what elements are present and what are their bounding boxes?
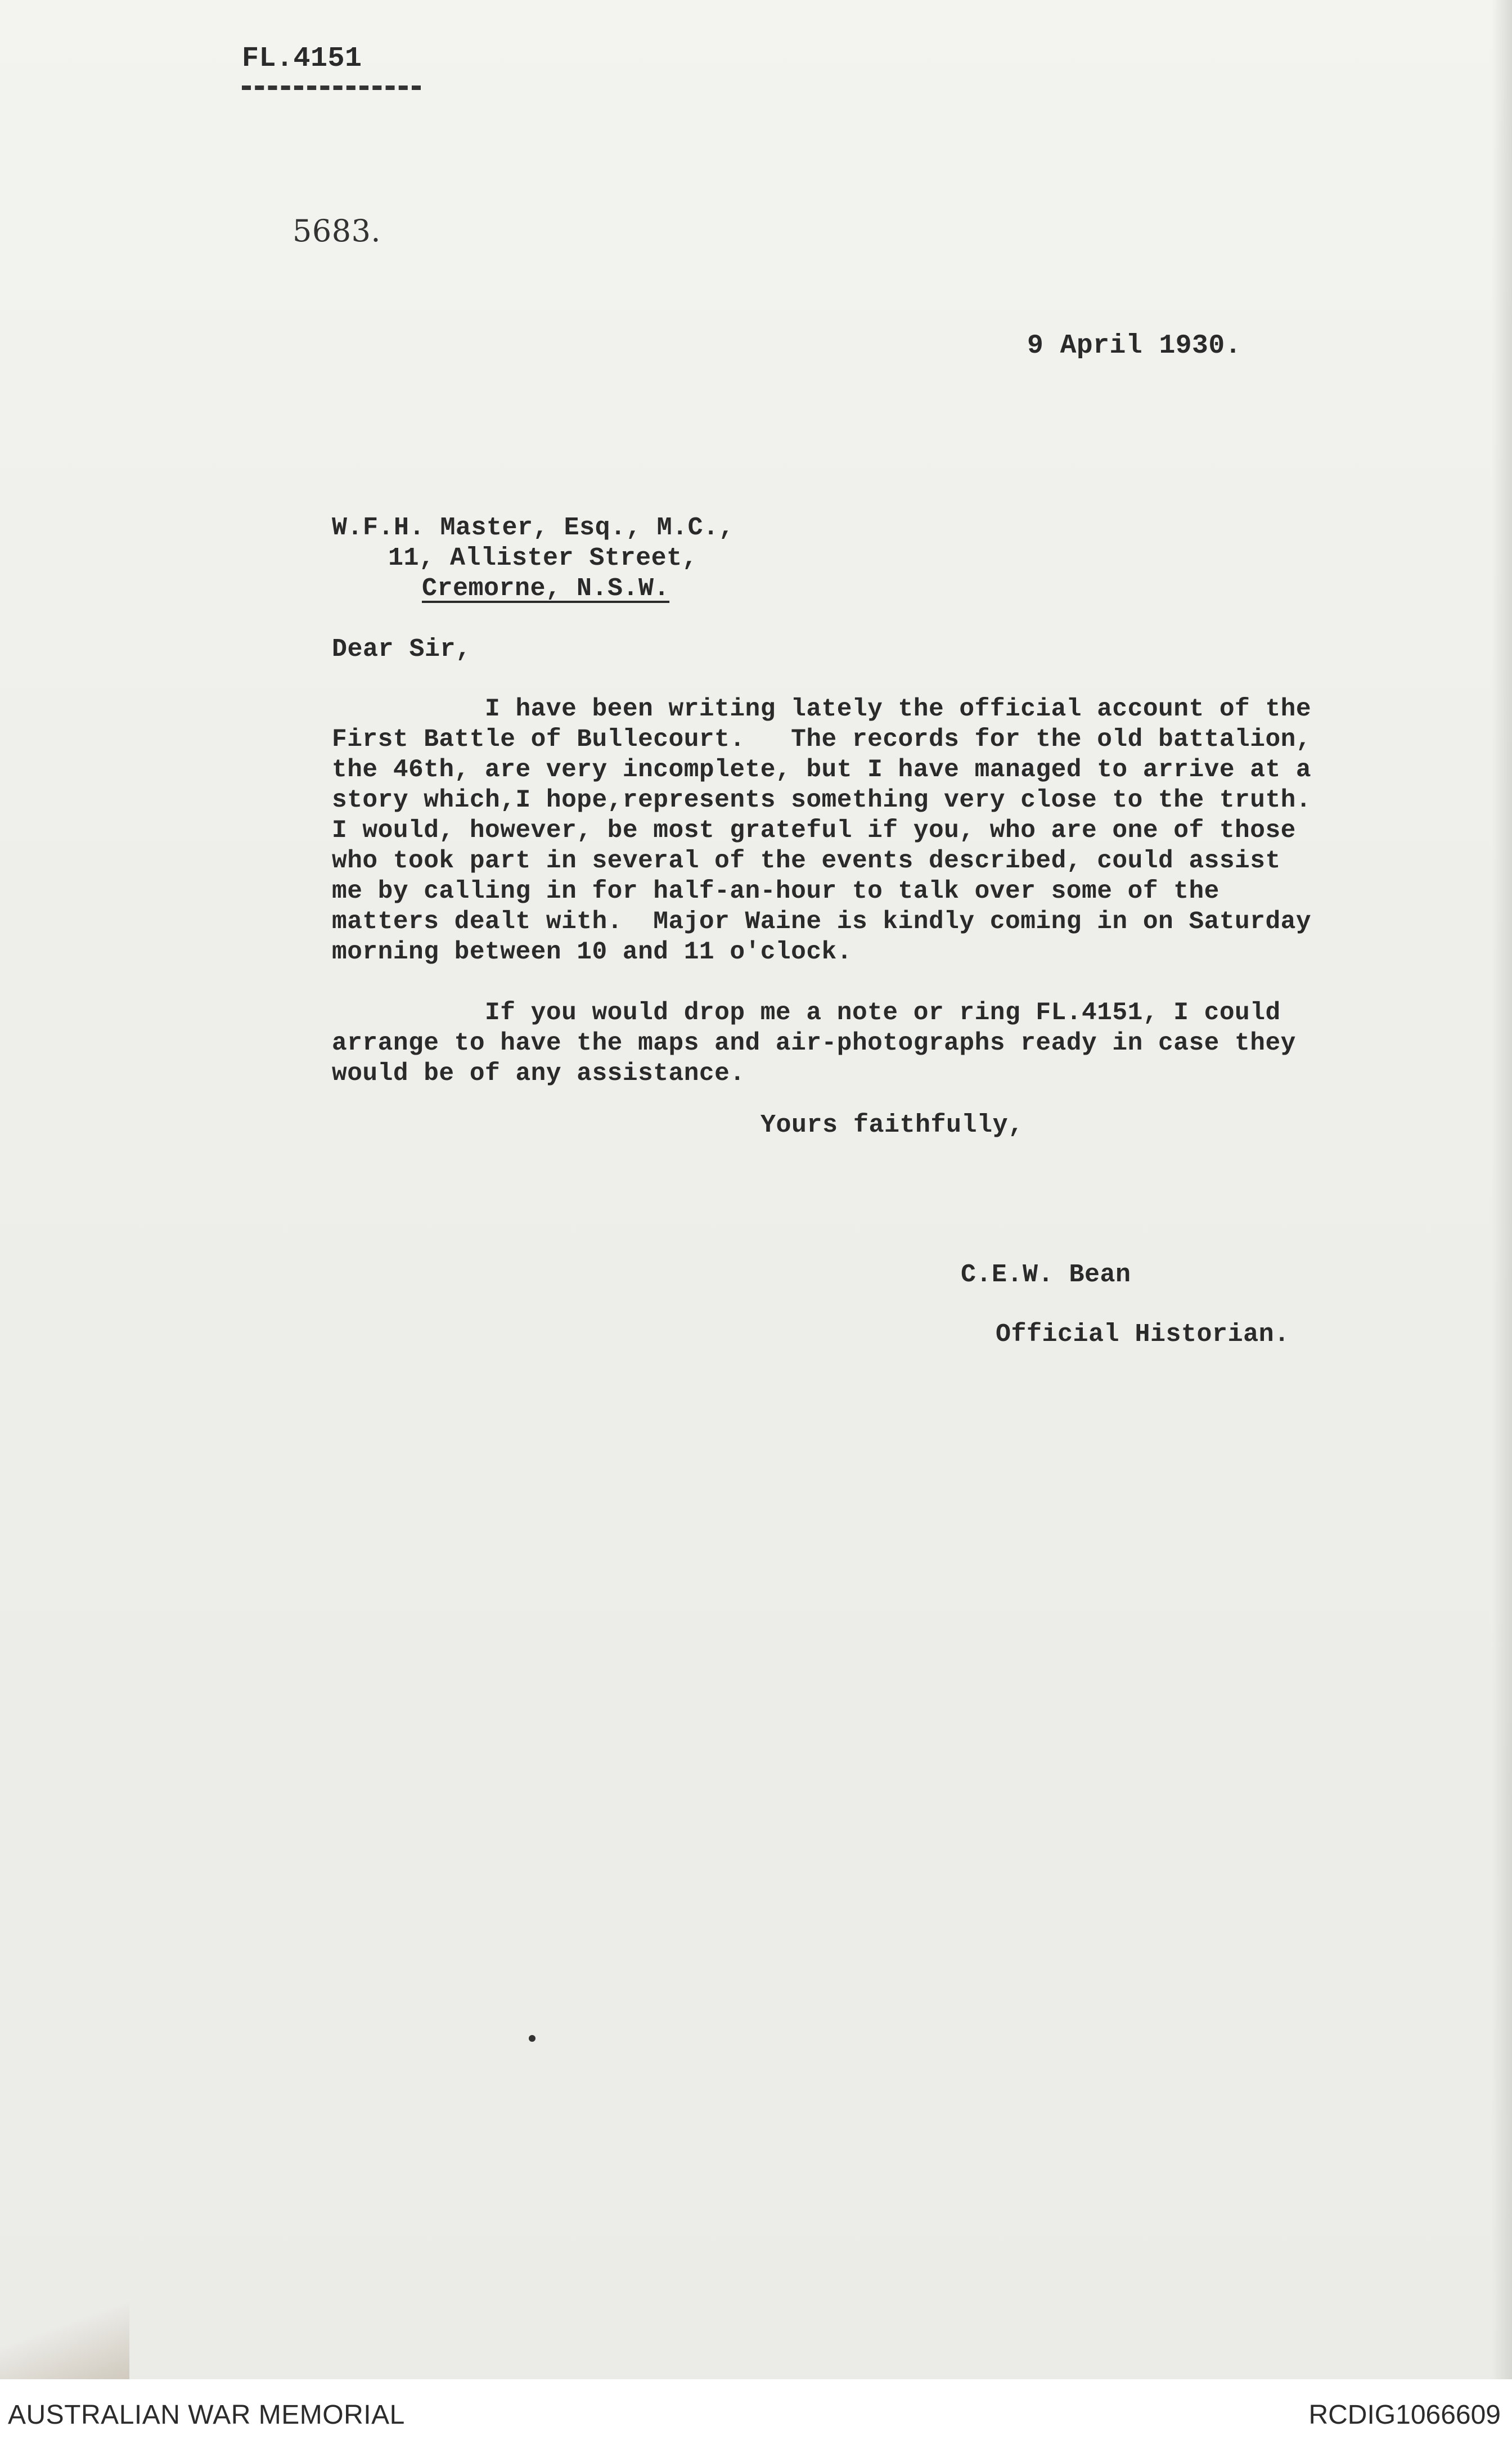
body-line: First Battle of Bullecourt. The records for the old battalion, xyxy=(332,726,1312,754)
body-line: would be of any assistance. xyxy=(332,1060,745,1088)
body-line: the 46th, are very incomplete, but I have managed to arrive at a xyxy=(332,756,1312,784)
recipient-name: W.F.H. Master, Esq., M.C., xyxy=(332,514,735,542)
body-line: arrange to have the maps and air-photographs ready in case they xyxy=(332,1029,1296,1057)
body-line: If you would drop me a note or ring FL.4151, I could xyxy=(332,999,1281,1027)
recipient-street: 11, Allister Street, xyxy=(388,544,698,573)
body-line: who took part in several of the events described, could assist xyxy=(332,847,1281,875)
paper-edge-shadow xyxy=(1492,0,1512,2379)
phone-reference-underline xyxy=(242,85,421,90)
recipient-suburb: Cremorne, N.S.W. xyxy=(422,574,670,603)
body-line: me by calling in for half-an-hour to talk over some of the xyxy=(332,877,1220,906)
paper-corner-fold xyxy=(0,2295,129,2379)
signature-title: Official Historian. xyxy=(996,1320,1290,1349)
closing: Yours faithfully, xyxy=(760,1111,1024,1140)
phone-reference: FL.4151 xyxy=(242,43,362,75)
signature-name: C.E.W. Bean xyxy=(961,1260,1131,1289)
institution-label: AUSTRALIAN WAR MEMORIAL xyxy=(8,2400,405,2430)
file-number: 5683. xyxy=(292,213,381,249)
body-line: morning between 10 and 11 o'clock. xyxy=(332,938,852,966)
body-line: story which,I hope,represents something very close to the truth. xyxy=(332,786,1312,814)
salutation: Dear Sir, xyxy=(332,635,471,664)
body-line: I would, however, be most grateful if you, who are one of those xyxy=(332,817,1296,845)
body-line: matters dealt with. Major Waine is kindly coming in on Saturday xyxy=(332,908,1312,936)
letter-date: 9 April 1930. xyxy=(1027,331,1241,361)
ink-speck xyxy=(529,2035,536,2042)
body-line: I have been writing lately the official account of the xyxy=(332,695,1312,723)
item-id-label: RCDIG1066609 xyxy=(1308,2400,1501,2430)
